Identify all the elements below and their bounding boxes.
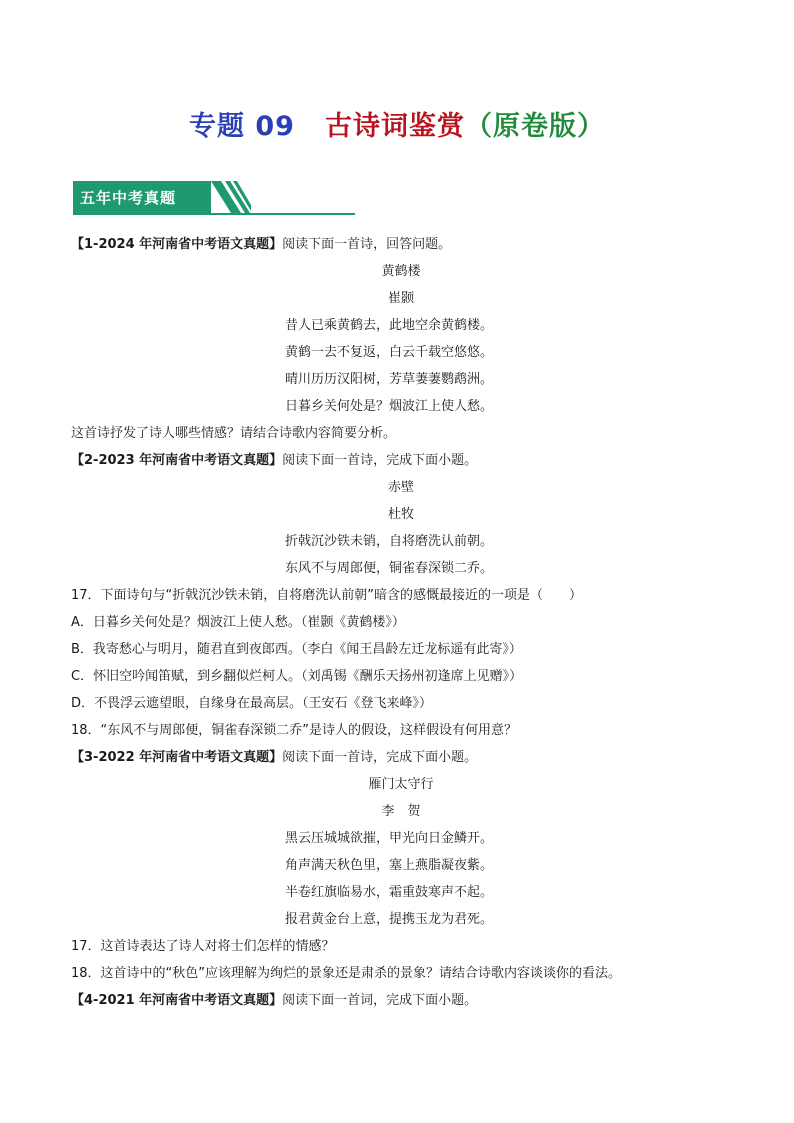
poem-line: 折戟沉沙铁未销，自将磨洗认前朝。 [285, 534, 494, 549]
poem-author: 李 贺 [381, 804, 421, 819]
poem-line: 报君黄金台上意，提携玉龙为君死。 [285, 912, 494, 927]
option-b: B．我寄愁心与明月，随君直到夜郎西。（李白《闻王昌龄左迁龙标遥有此寄》） [71, 642, 522, 657]
question-source-tag: 【4-2021 年河南省中考语文真题】 [71, 993, 283, 1008]
page-title [0, 104, 794, 143]
question-18: 18．这首诗中的“秋色”应该理解为绚烂的景象还是肃杀的景象？请结合诗歌内容谈谈你的看法。 [71, 966, 622, 981]
title-topic-number: 专题 09 [189, 111, 295, 142]
question-header [71, 744, 731, 771]
poem-author: 杜牧 [387, 507, 414, 522]
title-edition: （原卷版） [464, 111, 605, 142]
question-source-tag: 【3-2022 年河南省中考语文真题】 [71, 750, 283, 765]
title-topic-name: 古诗词鉴赏 [324, 111, 465, 142]
question-source-tag: 【2-2023 年河南省中考语文真题】 [71, 453, 283, 468]
question-header [71, 987, 731, 1014]
poem-line: 日暮乡关何处是？烟波江上使人愁。 [285, 399, 494, 414]
option-d: D．不畏浮云遮望眼，自缘身在最高层。（王安石《登飞来峰》） [71, 696, 433, 711]
section-banner [73, 181, 355, 215]
poem-line: 东风不与周郎便，铜雀春深锁二乔。 [285, 561, 494, 576]
poem-title: 雁门太守行 [368, 777, 434, 792]
poem-title: 赤壁 [387, 480, 414, 495]
question-18: 18．“东风不与周郎便，铜雀春深锁二乔”是诗人的假设，这样假设有何用意？ [71, 723, 518, 738]
question-header [71, 231, 731, 258]
question-instruction: 阅读下面一首诗，回答问题。 [282, 237, 452, 252]
banner-stripes-icon [211, 181, 251, 215]
question-instruction: 阅读下面一首诗，完成下面小题。 [282, 750, 478, 765]
poem-line: 黑云压城城欲摧，甲光向日金鳞开。 [285, 831, 494, 846]
poem-line: 半卷红旗临易水，霜重鼓寒声不起。 [285, 885, 494, 900]
question-source-tag: 【1-2024 年河南省中考语文真题】 [71, 237, 283, 252]
question-text: 这首诗抒发了诗人哪些情感？请结合诗歌内容简要分析。 [71, 426, 397, 441]
section-banner-underline [73, 213, 355, 215]
poem-line: 黄鹤一去不复返，白云千载空悠悠。 [285, 345, 494, 360]
poem-line: 角声满天秋色里，塞上燕脂凝夜紫。 [285, 858, 494, 873]
question-instruction: 阅读下面一首词，完成下面小题。 [282, 993, 478, 1008]
poem-line: 晴川历历汉阳树，芳草萋萋鹦鹉洲。 [285, 372, 494, 387]
option-a: A．日暮乡关何处是？烟波江上使人愁。（崔颢《黄鹤楼》） [71, 615, 405, 630]
question-header [71, 447, 731, 474]
poem-author: 崔颢 [387, 291, 414, 306]
question-17: 17．下面诗句与“折戟沉沙铁未销，自将磨洗认前朝”暗含的感慨最接近的一项是（ ） [71, 588, 583, 603]
document-body [71, 231, 731, 1014]
option-c: C．怀旧空吟闻笛赋，到乡翻似烂柯人。（刘禹锡《酬乐天扬州初逢席上见赠》） [71, 669, 523, 684]
section-banner-label: 五年中考真题 [80, 189, 177, 207]
poem-line: 昔人已乘黄鹤去，此地空余黄鹤楼。 [285, 318, 494, 333]
question-17: 17．这首诗表达了诗人对将士们怎样的情感？ [71, 939, 335, 954]
poem-title: 黄鹤楼 [381, 264, 421, 279]
question-instruction: 阅读下面一首诗，完成下面小题。 [282, 453, 478, 468]
